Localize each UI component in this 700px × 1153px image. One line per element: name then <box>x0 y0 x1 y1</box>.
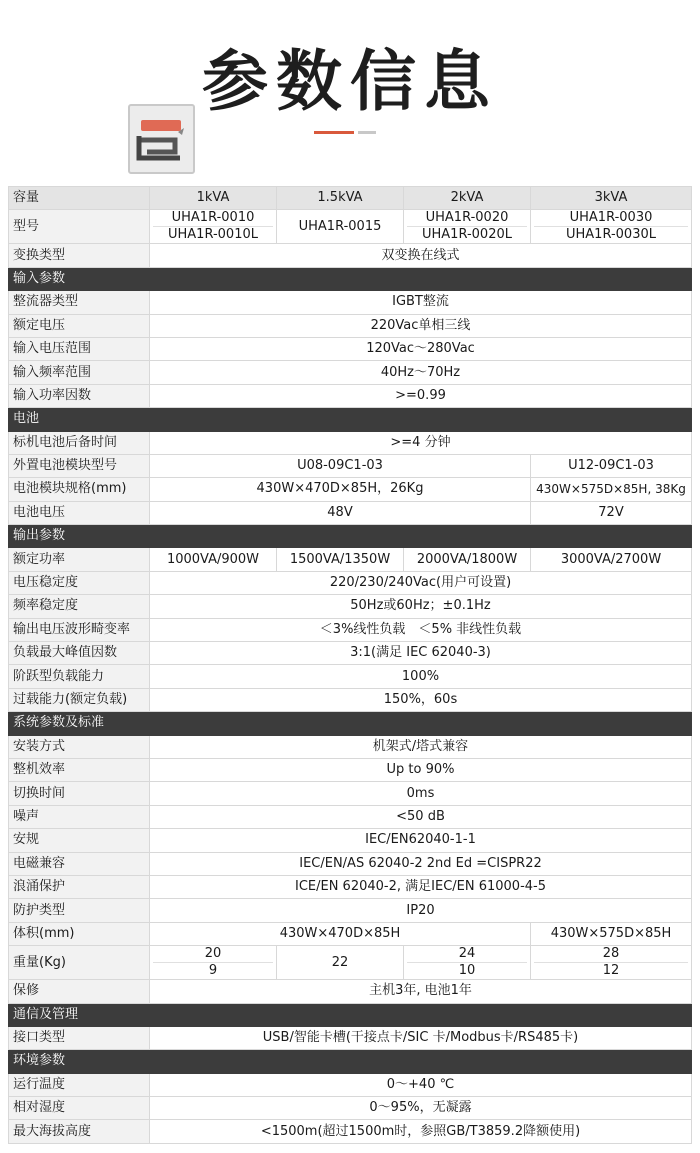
row-label: 变换类型 <box>9 244 150 267</box>
row-value: 430W×575D×85H, 38Kg <box>531 478 692 501</box>
table-row <box>9 782 692 805</box>
capacity-1kva: 1kVA <box>150 187 277 210</box>
table-row <box>9 1026 692 1049</box>
table-row <box>9 384 692 407</box>
section-title: 环境参数 <box>9 1050 692 1073</box>
model-cell <box>531 210 692 244</box>
capacity-1-5kva: 1.5kVA <box>277 187 404 210</box>
page-title: 参数信息 <box>202 43 498 120</box>
row-value: 72V <box>531 501 692 524</box>
cell-line: 20 <box>204 946 222 962</box>
title-underline-accent <box>314 131 354 134</box>
row-label: 运行温度 <box>9 1073 150 1096</box>
table-row <box>9 665 692 688</box>
row-value: U12-09C1-03 <box>531 454 692 477</box>
cell-line: 28 <box>602 946 620 962</box>
row-label: 最大海拔高度 <box>9 1120 150 1143</box>
row-label: 频率稳定度 <box>9 595 150 618</box>
section-title: 电池 <box>9 408 692 431</box>
row-value: 0～95%，无凝露 <box>150 1097 692 1120</box>
cell-line: 10 <box>407 962 527 979</box>
row-value: <1500m(超过1500m时，参照GB/T3859.2降额使用) <box>150 1120 692 1143</box>
row-value: Up to 90% <box>150 758 692 781</box>
row-value: ＜3%线性负载 ＜5% 非线性负载 <box>150 618 692 641</box>
section-title: 系统参数及标准 <box>9 712 692 735</box>
section-header-comm <box>9 1003 692 1026</box>
table-row <box>9 805 692 828</box>
spec-table <box>8 186 692 1144</box>
row-value: 1500VA/1350W <box>277 548 404 571</box>
weight-cell <box>531 946 692 980</box>
table-row <box>9 980 692 1003</box>
table-row <box>9 548 692 571</box>
row-label: 输入电压范围 <box>9 337 150 360</box>
row-label: 重量(Kg) <box>9 946 150 980</box>
row-value: ICE/EN 62040-2, 满足IEC/EN 61000-4-5 <box>150 875 692 898</box>
table-row <box>9 688 692 711</box>
row-value: 40Hz～70Hz <box>150 361 692 384</box>
row-value: 430W×575D×85H <box>531 922 692 945</box>
cell-line: UHA1R-0030 <box>569 210 653 226</box>
section-title: 输入参数 <box>9 267 692 290</box>
section-header-input <box>9 267 692 290</box>
table-row <box>9 1073 692 1096</box>
table-row <box>9 431 692 454</box>
section-title: 输出参数 <box>9 525 692 548</box>
table-row <box>9 735 692 758</box>
row-value: 1000VA/900W <box>150 548 277 571</box>
section-title: 通信及管理 <box>9 1003 692 1026</box>
table-row <box>9 758 692 781</box>
row-label: 噪声 <box>9 805 150 828</box>
table-row <box>9 829 692 852</box>
row-value: 430W×470D×85H，26Kg <box>150 478 531 501</box>
row-label: 电磁兼容 <box>9 852 150 875</box>
table-row <box>9 946 692 980</box>
weight-cell <box>404 946 531 980</box>
cell-line: UHA1R-0030L <box>534 226 688 243</box>
row-value: 220/230/240Vac(用户可设置) <box>150 571 692 594</box>
row-label: 保修 <box>9 980 150 1003</box>
table-row <box>9 899 692 922</box>
table-row <box>9 571 692 594</box>
table-row <box>9 314 692 337</box>
row-value: IEC/EN/AS 62040-2 2nd Ed =CISPR22 <box>150 852 692 875</box>
cell-line: 9 <box>153 962 273 979</box>
cell-line: UHA1R-0010L <box>153 226 273 243</box>
section-header-env <box>9 1050 692 1073</box>
brand-logo-icon <box>128 104 195 174</box>
row-label: 额定电压 <box>9 314 150 337</box>
row-value: 150%，60s <box>150 688 692 711</box>
row-value: >=0.99 <box>150 384 692 407</box>
table-row <box>9 291 692 314</box>
page-header <box>0 0 700 185</box>
table-row <box>9 618 692 641</box>
table-row <box>9 501 692 524</box>
cell-line: 12 <box>534 962 688 979</box>
row-value: IP20 <box>150 899 692 922</box>
row-label: 安规 <box>9 829 150 852</box>
cell-line: UHA1R-0020L <box>407 226 527 243</box>
row-value: 机架式/塔式兼容 <box>150 735 692 758</box>
row-label: 型号 <box>9 210 150 244</box>
row-value: 120Vac～280Vac <box>150 337 692 360</box>
row-label: 浪涌保护 <box>9 875 150 898</box>
row-value: IGBT整流 <box>150 291 692 314</box>
row-label: 输入频率范围 <box>9 361 150 384</box>
row-label: 输出电压波形畸变率 <box>9 618 150 641</box>
table-row <box>9 244 692 267</box>
row-label: 额定功率 <box>9 548 150 571</box>
row-label: 相对湿度 <box>9 1097 150 1120</box>
row-value: 50Hz或60Hz；±0.1Hz <box>150 595 692 618</box>
row-label: 切换时间 <box>9 782 150 805</box>
row-value: 主机3年, 电池1年 <box>150 980 692 1003</box>
row-value: U08-09C1-03 <box>150 454 531 477</box>
row-value: 3000VA/2700W <box>531 548 692 571</box>
table-row <box>9 210 692 244</box>
row-label: 外置电池模块型号 <box>9 454 150 477</box>
table-row <box>9 595 692 618</box>
table-row <box>9 454 692 477</box>
row-label: 电池电压 <box>9 501 150 524</box>
table-row <box>9 478 692 501</box>
model-cell: UHA1R-0015 <box>277 210 404 244</box>
table-row <box>9 852 692 875</box>
row-label: 安装方式 <box>9 735 150 758</box>
row-label: 整流器类型 <box>9 291 150 314</box>
row-label: 输入功率因数 <box>9 384 150 407</box>
section-header-system <box>9 712 692 735</box>
row-label: 标机电池后备时间 <box>9 431 150 454</box>
row-label: 阶跃型负载能力 <box>9 665 150 688</box>
table-row <box>9 642 692 665</box>
weight-cell: 22 <box>277 946 404 980</box>
table-row <box>9 1097 692 1120</box>
row-value: 430W×470D×85H <box>150 922 531 945</box>
weight-cell <box>150 946 277 980</box>
title-underline-secondary <box>358 131 376 134</box>
section-header-output <box>9 525 692 548</box>
cell-line: 24 <box>458 946 476 962</box>
row-value: USB/智能卡槽(干接点卡/SIC 卡/Modbus卡/RS485卡) <box>150 1026 692 1049</box>
row-value: 220Vac单相三线 <box>150 314 692 337</box>
capacity-3kva: 3kVA <box>531 187 692 210</box>
row-label: 整机效率 <box>9 758 150 781</box>
cell-line: UHA1R-0020 <box>425 210 509 226</box>
model-cell <box>404 210 531 244</box>
row-label: 体积(mm) <box>9 922 150 945</box>
table-row <box>9 337 692 360</box>
row-label: 电池模块规格(mm) <box>9 478 150 501</box>
table-row <box>9 1120 692 1143</box>
table-row <box>9 922 692 945</box>
row-value: 100% <box>150 665 692 688</box>
row-value: 双变换在线式 <box>150 244 692 267</box>
row-value: 0ms <box>150 782 692 805</box>
row-label: 防护类型 <box>9 899 150 922</box>
table-row <box>9 875 692 898</box>
table-row <box>9 361 692 384</box>
row-label: 电压稳定度 <box>9 571 150 594</box>
row-label: 负载最大峰值因数 <box>9 642 150 665</box>
row-label: 接口类型 <box>9 1026 150 1049</box>
cell-line: UHA1R-0010 <box>171 210 255 226</box>
row-value: 48V <box>150 501 531 524</box>
row-value: 2000VA/1800W <box>404 548 531 571</box>
row-label: 过载能力(额定负载) <box>9 688 150 711</box>
capacity-label: 容量 <box>9 187 150 210</box>
model-cell <box>150 210 277 244</box>
row-value: >=4 分钟 <box>150 431 692 454</box>
capacity-2kva: 2kVA <box>404 187 531 210</box>
row-value: 0～+40 ℃ <box>150 1073 692 1096</box>
table-header-row <box>9 187 692 210</box>
row-value: IEC/EN62040-1-1 <box>150 829 692 852</box>
row-value: <50 dB <box>150 805 692 828</box>
section-header-battery <box>9 408 692 431</box>
row-value: 3:1(满足 IEC 62040-3) <box>150 642 692 665</box>
